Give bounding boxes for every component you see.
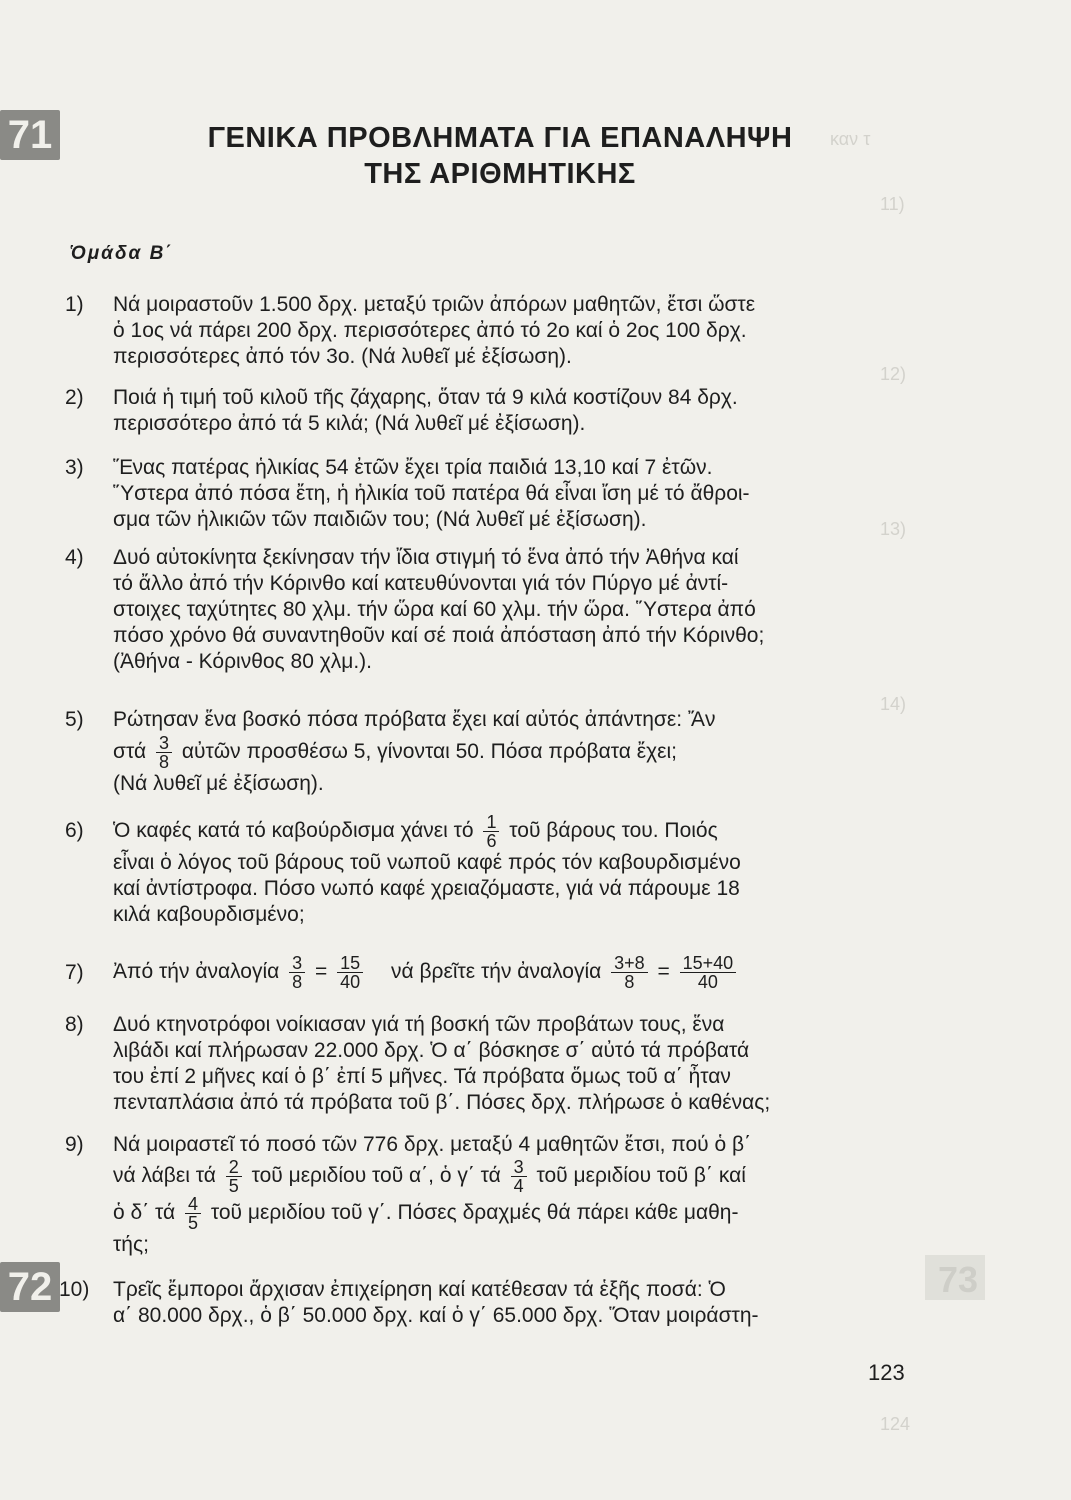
problem-line: Νά μοιραστοῦν 1.500 δρχ. μεταξύ τριῶν ἀπόρων μαθητῶν, ἔτσι ὥστε <box>113 293 756 316</box>
problem-line <box>113 733 920 771</box>
equals: = <box>314 960 328 983</box>
fraction <box>483 813 499 850</box>
denominator: 8 <box>624 971 635 992</box>
text: Ὁ καφές κατά τό καβούρδισμα χάνει τό <box>113 819 474 842</box>
fraction <box>611 954 648 991</box>
fraction <box>680 954 737 991</box>
text: νά βρεῖτε τήν ἀναλογία <box>390 960 602 983</box>
problem-number: 10) <box>59 1278 90 1301</box>
title-line-1: ΓΕΝΙΚΑ ΠΡΟΒΛΗΜΑΤΑ ΓΙΑ ΕΠΑΝΑΛΗΨΗ <box>207 122 793 154</box>
bleed-through: 11) <box>880 194 905 214</box>
problem-number: 1) <box>65 293 84 316</box>
denominator: 5 <box>228 1176 239 1196</box>
problem-line: Ἕνας πατέρας ἡλικίας 54 ἐτῶν ἔχει τρία παιδιά 13,10 καί 7 ἐτῶν. <box>113 456 713 479</box>
problem-line: τό ἄλλο ἀπό τήν Κόρινθο καί κατευθύνονται γιά τόν Πύργο μέ ἀντί- <box>113 572 729 595</box>
problem-line: λιβάδι καί πλήρωσαν 22.000 δρχ. Ὁ α΄ βόσκησε σ΄ αὐτό τά πρόβατά <box>113 1039 750 1062</box>
problem-10 <box>59 1277 920 1329</box>
problem-2 <box>65 385 920 437</box>
numerator: 3+8 <box>611 954 648 973</box>
problem-line: πόσο χρόνο θά συναντηθοῦν καί σέ ποιά ἀπόσταση ἀπό τήν Κόρινθο; <box>113 624 765 647</box>
problem-4 <box>65 545 920 675</box>
numerator: 15 <box>337 954 363 973</box>
bleed-through: 124 <box>880 1414 911 1434</box>
problem-number: 6) <box>65 819 84 842</box>
problem-line: κιλά καβουρδισμένο; <box>113 903 305 926</box>
problem-5 <box>65 707 920 797</box>
problem-1 <box>65 292 920 370</box>
fraction <box>156 734 172 771</box>
problem-line: ὁ 1ος νά πάρει 200 δρχ. περισσότερες ἀπό τό 2ο καί ὁ 2ος 100 δρχ. <box>113 319 747 342</box>
problem-line <box>113 1195 920 1232</box>
problem-line: πενταπλάσια ἀπό τά πρόβατα τοῦ β΄. Πόσες δρχ. πλήρωσε ὁ καθένας; <box>113 1091 771 1114</box>
numerator: 3 <box>511 1158 527 1177</box>
problem-line: στοιχες ταχύτητες 80 χλμ. τήν ὥρα καί 60 χλμ. τήν ὥρα. Ὕστερα ἀπό <box>113 598 756 621</box>
problem-line: Ρώτησαν ἕνα βοσκό πόσα πρόβατα ἔχει καί αὐτός ἀπάντησε: Ἄν <box>113 708 716 731</box>
text: τοῦ βάρους του. Ποιός <box>509 819 718 842</box>
problem-line: του ἐπί 2 μῆνες καί ὁ β΄ ἐπί 5 μῆνες. Τά πρόβατα ὅμως τοῦ α΄ ἦταν <box>113 1065 731 1088</box>
page-number: 123 <box>868 1360 905 1385</box>
group-subtitle: Ὁμάδα Β΄ <box>70 243 174 264</box>
text: ὁ δ΄ τά <box>113 1201 176 1225</box>
problem-line <box>113 1158 920 1195</box>
denominator: 5 <box>188 1213 199 1233</box>
bleed-through: καν τ <box>830 129 871 149</box>
problem-line: Ὕστερα ἀπό πόσα ἔτη, ἡ ἡλικία τοῦ πατέρα θά εἶναι ἴση μέ τό ἄθροι- <box>113 482 750 505</box>
page-title <box>140 120 860 193</box>
problem-number: 4) <box>65 546 84 569</box>
problem-line: Δυό κτηνοτρόφοι νοίκιασαν γιά τή βοσκή τῶν προβάτων τους, ἕνα <box>113 1013 725 1036</box>
problem-line: Δυό αὐτοκίνητα ξεκίνησαν τήν ἴδια στιγμή τό ἕνα ἀπό τήν Ἀθήνα καί <box>113 546 739 569</box>
text: Ἀπό τήν ἀναλογία <box>113 960 280 983</box>
title-line-2: ΤΗΣ ΑΡΙΘΜΗΤΙΚΗΣ <box>364 158 636 191</box>
problem-8 <box>65 1012 920 1116</box>
problem-line: περισσότερες ἀπό τόν 3ο. (Νά λυθεῖ μέ ἐξίσωση). <box>113 345 572 368</box>
denominator: 40 <box>340 971 361 992</box>
section-tab-top: 71 <box>0 110 60 160</box>
denominator: 8 <box>158 751 169 772</box>
problem-number: 7) <box>65 961 84 984</box>
text: τοῦ μεριδίου τοῦ γ΄. Πόσες δραχμές θά πάρει κάθε μαθη- <box>210 1201 739 1225</box>
text: τοῦ μεριδίου τοῦ β΄ καί <box>536 1164 746 1188</box>
problem-number: 2) <box>65 386 84 409</box>
problem-line: σμα τῶν ἡλικιῶν τῶν παιδιῶν του; (Νά λυθεῖ μέ ἐξίσωση). <box>113 508 647 531</box>
denominator: 6 <box>486 830 497 851</box>
text: αὐτῶν προσθέσω 5, γίνονται 50. Πόσα πρόβατα ἔχει; <box>181 740 677 763</box>
problem-9 <box>65 1132 920 1258</box>
numerator: 2 <box>226 1158 242 1177</box>
fraction <box>289 954 305 991</box>
problem-line: καί ἀντίστροφα. Πόσο νωπό καφέ χρειαζόμαστε, γιά νά πάρουμε 18 <box>113 877 740 900</box>
text: στά <box>113 740 147 763</box>
numerator: 1 <box>483 813 499 832</box>
equals: = <box>657 960 670 983</box>
numerator: 4 <box>185 1195 201 1214</box>
fraction <box>226 1158 242 1195</box>
problem-7 <box>65 950 920 994</box>
problem-line: (Ἀθήνα - Κόρινθος 80 χλμ.). <box>113 650 372 673</box>
section-tab-bottom: 72 <box>0 1262 60 1312</box>
denominator: 8 <box>292 971 303 992</box>
denominator: 40 <box>697 971 718 992</box>
problem-number: 3) <box>65 456 84 479</box>
text: νά λάβει τά <box>113 1164 216 1188</box>
problem-line: Ποιά ἡ τιμή τοῦ κιλοῦ τῆς ζάχαρης, ὅταν τά 9 κιλά κοστίζουν 84 δρχ. <box>113 386 738 409</box>
numerator: 3 <box>156 734 172 753</box>
problem-line: περισσότερο ἀπό τά 5 κιλά; (Νά λυθεῖ μέ ἐξίσωση). <box>113 412 586 435</box>
problem-6 <box>65 812 920 928</box>
problem-line: εἶναι ὁ λόγος τοῦ βάρους τοῦ νωποῦ καφέ πρός τόν καβουρδισμένο <box>113 851 741 874</box>
problem-number: 5) <box>65 708 84 731</box>
fraction <box>185 1195 201 1232</box>
problem-line: τής; <box>113 1233 149 1256</box>
problem-line: α΄ 80.000 δρχ., ὁ β΄ 50.000 δρχ. καί ὁ γ΄ 65.000 δρχ. Ὅταν μοιράστη- <box>113 1304 759 1327</box>
bleed-through: 12) <box>880 364 907 384</box>
fraction <box>511 1158 527 1195</box>
text: τοῦ μεριδίου τοῦ α΄, ὁ γ΄ τά <box>251 1164 501 1188</box>
numerator: 15+40 <box>680 954 737 973</box>
problem-3 <box>65 455 920 533</box>
problem-number: 8) <box>65 1013 84 1036</box>
numerator: 3 <box>289 954 305 973</box>
bleed-through: 13) <box>880 519 907 539</box>
problem-line: Τρεῖς ἔμποροι ἄρχισαν ἐπιχείρηση καί κατέθεσαν τά ἑξῆς ποσά: Ὁ <box>113 1278 726 1301</box>
section-tab-right: 73 <box>938 1259 979 1300</box>
bleed-through: 14) <box>880 694 907 714</box>
problem-line: (Νά λυθεῖ μέ ἐξίσωση). <box>113 772 324 795</box>
problem-number: 9) <box>65 1133 84 1156</box>
denominator: 4 <box>513 1176 524 1196</box>
problem-line: Νά μοιραστεῖ τό ποσό τῶν 776 δρχ. μεταξύ 4 μαθητῶν ἔτσι, πού ὁ β΄ <box>113 1133 752 1156</box>
problem-line <box>113 812 920 850</box>
fraction <box>337 954 363 991</box>
